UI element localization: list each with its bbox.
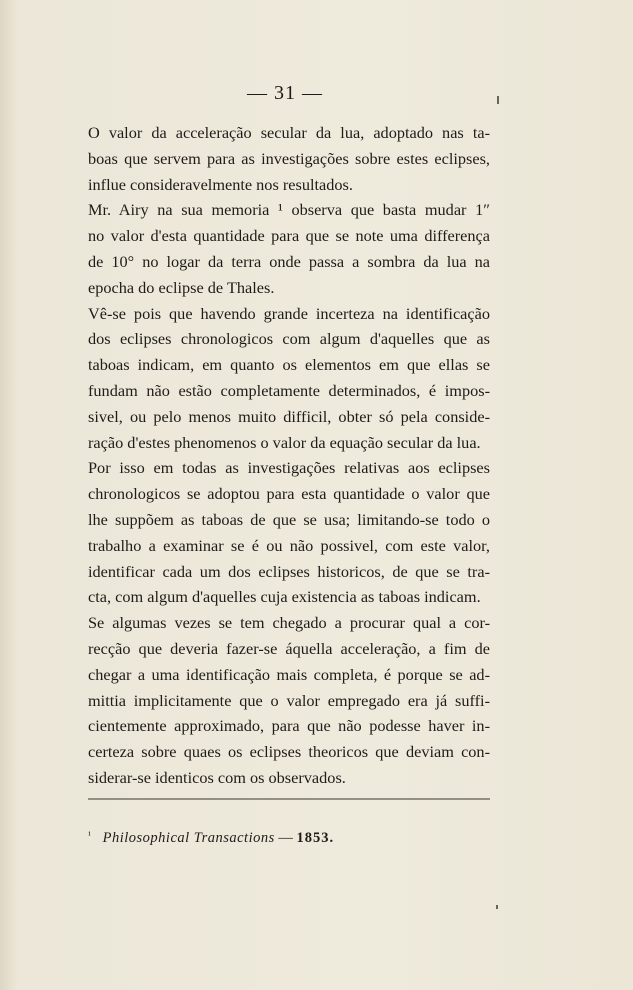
- text-line: no valor d'esta quantidade para que se note uma differença: [88, 226, 490, 246]
- text-line: boas que servem para as investigações sobre estes eclipses,: [88, 148, 490, 168]
- text-line: lhe suppõem as taboas de que se usa; limitando-se todo o: [88, 509, 490, 529]
- text-line: Vê-se pois que havendo grande incerteza na identificação: [88, 303, 490, 323]
- text-line: recção que deveria fazer-se áquella acceleração, a fim de: [88, 638, 490, 658]
- text-line: identificar cada um dos eclipses historicos, de que se tra-: [88, 561, 490, 581]
- wavy-separator-rule: [88, 796, 490, 802]
- footnote-dash: —: [278, 830, 293, 846]
- text-line: cientemente approximado, para que não podesse haver in-: [88, 716, 490, 736]
- paragraph-1: [88, 120, 490, 197]
- page-number: — 31 —: [247, 82, 323, 104]
- text-line: O valor da acceleração secular da lua, adoptado nas ta-: [88, 123, 490, 142]
- text-line: Mr. Airy na sua memoria ¹ observa que basta mudar 1″: [88, 200, 490, 220]
- text-line: siderar-se identicos com os observados.: [88, 767, 346, 787]
- text-line: Se algumas vezes se tem chegado a procurar qual a cor-: [88, 613, 490, 633]
- text-line: ração d'estes phenomenos o valor da equação secular da lua.: [88, 432, 481, 452]
- text-line: chegar a uma identificação mais completa, é porque se ad-: [88, 664, 490, 684]
- margin-mark: [496, 905, 498, 909]
- text-line: cta, com algum d'aquelles cuja existencia as taboas indicam.: [88, 587, 481, 607]
- text-line: certeza sobre quaes os eclipses theoricos que deviam con-: [88, 742, 490, 762]
- body-text: [88, 120, 490, 791]
- text-line: influe consideravelmente nos resultados.: [88, 174, 353, 194]
- text-line: trabalho a examinar se é ou não possivel, com este valor,: [88, 535, 490, 555]
- paragraph-4: [88, 455, 490, 610]
- text-line: fundam não estão completamente determinados, é impos-: [88, 380, 490, 400]
- footnote: [88, 830, 490, 847]
- footnote-mark: ¹: [88, 830, 91, 841]
- text-line: sivel, ou pelo menos muito difficil, obter só pela conside-: [88, 406, 490, 426]
- footnote-title: Philosophical Transactions: [102, 830, 275, 846]
- paragraph-2: [88, 197, 490, 300]
- text-line: dos eclipses chronologicos com algum d'aquelles que as: [88, 329, 490, 349]
- text-line: Por isso em todas as investigações relativas aos eclipses: [88, 458, 490, 478]
- paragraph-5: [88, 610, 490, 791]
- text-line: de 10° no logar da terra onde passa a sombra da lua na: [88, 251, 490, 271]
- margin-mark: [497, 96, 499, 104]
- footnote-year: 1853.: [296, 830, 335, 846]
- text-line: taboas indicam, em quanto os elementos em que ellas se: [88, 355, 490, 375]
- paragraph-3: [88, 301, 490, 456]
- text-line: epocha do eclipse de Thales.: [88, 277, 275, 297]
- text-line: chronologicos se adoptou para esta quantidade o valor que: [88, 484, 490, 504]
- text-line: mittia implicitamente que o valor empregado era já suffi-: [88, 690, 490, 710]
